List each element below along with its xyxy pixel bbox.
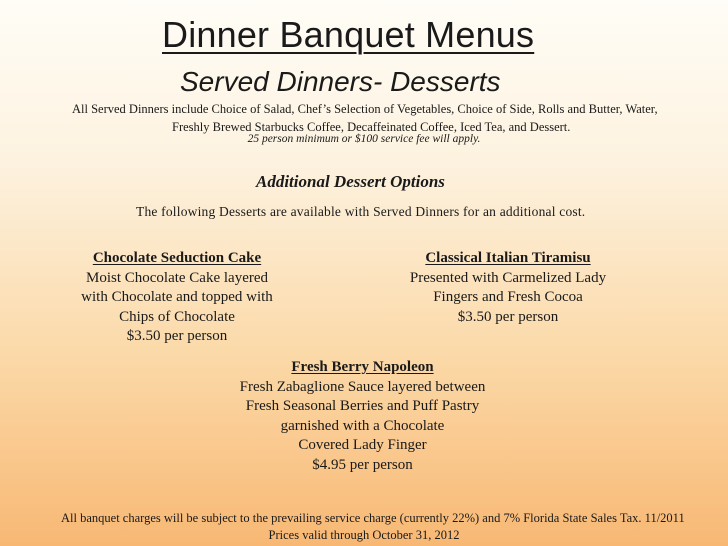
footer-charges-note: All banquet charges will be subject to the prevailing service charge (currently 22%) and 7% Florida State Sales Tax. 11/2011	[61, 511, 685, 525]
footer-validity-note: Prices valid through October 31, 2012	[268, 528, 460, 542]
dessert-name: Fresh Berry Napoleon	[291, 359, 434, 375]
options-description: The following Desserts are available with Served Dinners for an additional cost.	[136, 204, 586, 219]
minimum-note: 25 person minimum or $100 service fee will apply.	[247, 133, 481, 145]
dessert-price: $3.50 per person	[126, 328, 228, 344]
dessert-price: $3.50 per person	[457, 308, 559, 325]
options-heading: Additional Dessert Options	[256, 172, 445, 191]
dessert-price: $4.95 per person	[312, 456, 413, 473]
dessert-description-line: Chips of Chocolate	[119, 308, 235, 325]
intro-line-1: All Served Dinners include Choice of Salad, Chef’s Selection of Vegetables, Choice of Side, Rolls and Butter, Water,	[72, 102, 658, 116]
dessert-description-line: Fingers and Fresh Cocoa	[433, 289, 583, 305]
dessert-description-line: garnished with a Chocolate	[280, 417, 445, 434]
dessert-description-line: Moist Chocolate Cake layered	[85, 269, 269, 286]
dessert-classical-italian-tiramisu	[388, 249, 628, 327]
dessert-description-line: Presented with Carmelized Lady	[409, 269, 607, 286]
dessert-name: Classical Italian Tiramisu	[425, 250, 591, 266]
page-subtitle: Served Dinners- Desserts	[180, 66, 501, 97]
page-title: Dinner Banquet Menus	[162, 14, 535, 55]
intro-line-2: Freshly Brewed Starbucks Coffee, Decaffeinated Coffee, Iced Tea, and Dessert.	[172, 120, 571, 134]
dessert-chocolate-seduction-cake	[62, 249, 292, 347]
dessert-description-line: Fresh Seasonal Berries and Puff Pastry	[245, 398, 480, 414]
dessert-name: Chocolate Seduction Cake	[92, 250, 262, 266]
dessert-description-line: with Chocolate and topped with	[81, 289, 273, 305]
dessert-description-line: Covered Lady Finger	[298, 437, 427, 453]
dessert-fresh-berry-napoleon	[200, 358, 525, 475]
dessert-description-line: Fresh Zabaglione Sauce layered between	[239, 378, 486, 395]
